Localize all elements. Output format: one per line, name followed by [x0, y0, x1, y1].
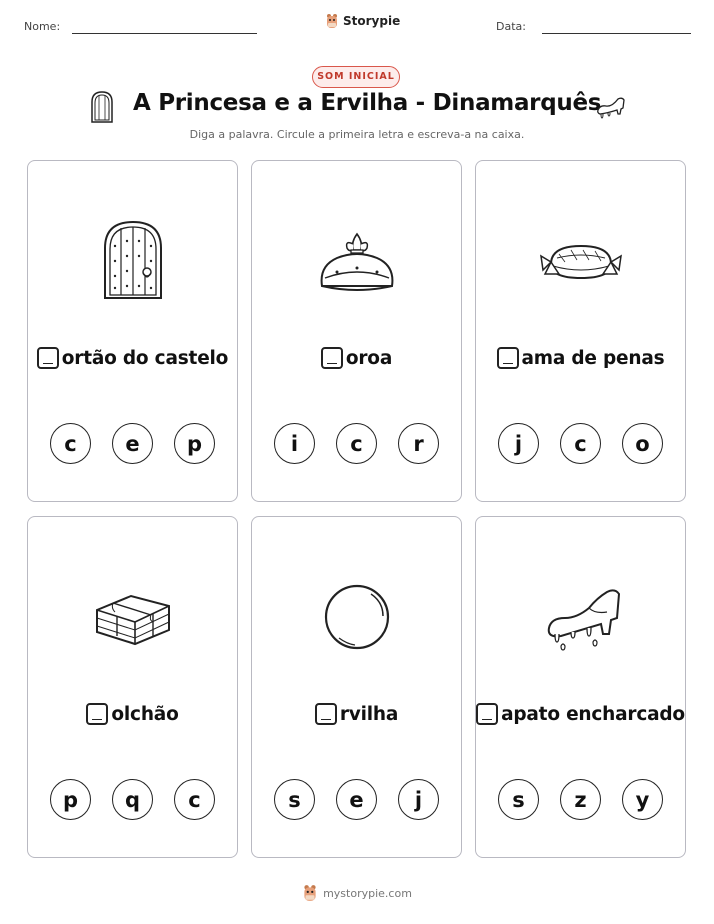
soaked-shoe-icon — [531, 572, 631, 662]
letter-option[interactable]: o — [622, 423, 663, 464]
letter-options — [476, 779, 685, 820]
word-card — [251, 516, 462, 858]
letter-option[interactable]: q — [112, 779, 153, 820]
letter-option[interactable]: c — [560, 423, 601, 464]
word-prompt — [28, 347, 237, 369]
word-text: ama de penas — [521, 347, 665, 369]
footer-url[interactable]: mystorypie.com — [323, 886, 412, 900]
letter-option[interactable]: c — [50, 423, 91, 464]
word-text: oroa — [345, 347, 393, 369]
word-text: ortão do castelo — [61, 347, 229, 369]
letter-option[interactable]: y — [622, 779, 663, 820]
letter-option[interactable]: z — [560, 779, 601, 820]
storypie-mascot-icon — [325, 13, 339, 29]
letter-option[interactable]: p — [174, 423, 215, 464]
pea-icon — [307, 572, 407, 662]
title-row — [0, 90, 714, 126]
section-badge: SOM INICIAL — [312, 66, 400, 88]
word-card — [27, 516, 238, 858]
word-text: olchão — [111, 703, 179, 725]
letter-option[interactable]: s — [498, 779, 539, 820]
soaked-shoe-icon — [596, 94, 626, 120]
letter-option[interactable]: s — [274, 779, 315, 820]
brand-name: Storypie — [343, 14, 401, 28]
word-card — [27, 160, 238, 502]
feather-bed-icon — [531, 216, 631, 306]
letter-option[interactable]: p — [50, 779, 91, 820]
letter-option[interactable]: r — [398, 423, 439, 464]
answer-box[interactable] — [321, 347, 343, 369]
letter-options — [252, 423, 461, 464]
letter-options — [28, 423, 237, 464]
name-line[interactable] — [72, 33, 257, 34]
letter-option[interactable]: c — [174, 779, 215, 820]
answer-box[interactable] — [497, 347, 519, 369]
footer — [0, 884, 714, 902]
word-prompt — [476, 703, 685, 725]
word-text: apato encharcado — [501, 703, 685, 725]
letter-option[interactable]: c — [336, 423, 377, 464]
answer-box[interactable] — [86, 703, 108, 725]
answer-box[interactable] — [476, 703, 498, 725]
letter-option[interactable]: j — [398, 779, 439, 820]
word-card — [251, 160, 462, 502]
letter-options — [476, 423, 685, 464]
date-line[interactable] — [542, 33, 691, 34]
answer-box[interactable] — [37, 347, 59, 369]
crown-icon — [307, 216, 407, 306]
page-title: A Princesa e a Ervilha - Dinamarquês — [133, 90, 602, 116]
brand-logo — [325, 13, 400, 29]
letter-option[interactable]: e — [112, 423, 153, 464]
letter-option[interactable]: e — [336, 779, 377, 820]
date-label: Data: — [496, 20, 526, 33]
instructions: Diga a palavra. Circule a primeira letra e escreva-a na caixa. — [189, 128, 525, 141]
answer-box[interactable] — [315, 703, 337, 725]
word-card — [475, 160, 686, 502]
letter-options — [252, 779, 461, 820]
castle-door-icon — [83, 216, 183, 306]
storypie-mascot-icon — [302, 884, 318, 902]
word-text: rvilha — [339, 703, 399, 725]
word-card — [475, 516, 686, 858]
word-prompt — [252, 703, 461, 725]
word-prompt — [28, 703, 237, 725]
worksheet-header — [0, 0, 714, 50]
castle-door-icon — [90, 91, 114, 123]
mattress-stack-icon — [83, 572, 183, 662]
letter-option[interactable]: i — [274, 423, 315, 464]
word-prompt — [252, 347, 461, 369]
letter-options — [28, 779, 237, 820]
word-prompt — [476, 347, 685, 369]
letter-option[interactable]: j — [498, 423, 539, 464]
name-label: Nome: — [24, 20, 61, 33]
